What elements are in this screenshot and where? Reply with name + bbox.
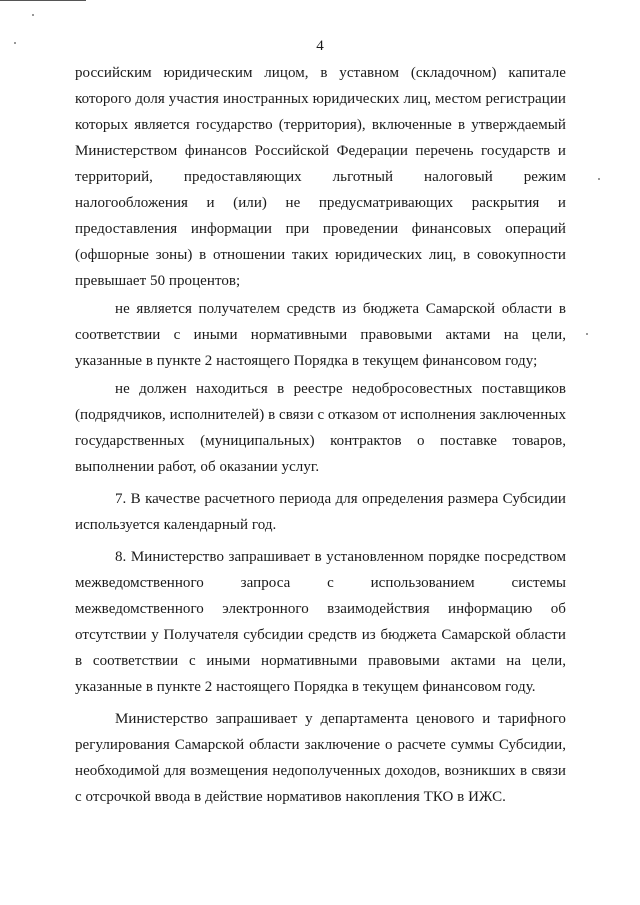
paragraph-budget-condition: не является получателем средств из бюджета Самарской области в соответствии с иными нормативными правовыми актами на цели, указанные в пункте 2 настоящего Порядка в текущем финансовом году;	[75, 301, 566, 369]
scan-speck	[586, 333, 588, 335]
scan-edge-line	[0, 0, 86, 1]
paragraph-item-8: 8. Министерство запрашивает в установленном порядке посредством межведомственного запроса с использованием системы межведомственного электронного взаимодействия информацию об отсутствии у Получателя субсидии средств из бюджета Самарской области в соответствии с иными нормативными правовыми актами на цели, указанные в пункте 2 настоящего Порядка в текущем финансовом году.	[75, 549, 566, 695]
paragraph-registry-condition: не должен находиться в реестре недобросовестных поставщиков (подрядчиков, исполнителей) в связи с отказом от исполнения заключенных государственных (муниципальных) контрактов о поставке товаров, выполнении работ, об оказании услуг.	[75, 381, 566, 475]
paragraph-tariff-request: Министерство запрашивает у департамента ценового и тарифного регулирования Самарской области заключение о расчете суммы Субсидии, необходимой для возмещения недополученных доходов, возникших в связи с отсрочкой ввода в действие нормативов накопления ТКО в ИЖС.	[75, 711, 566, 805]
paragraph-continuation: российским юридическим лицом, в уставном (складочном) капитале которого доля участия иностранных юридических лиц, местом регистрации которых является государство (территория), включенные в утверждаемый Министерством финансов Российской Федерации перечень государств и территорий, предоставляющих льготный налоговый режим налогообложения и (или) не предусматривающих раскрытия и предоставления информации при проведении финансовых операций (офшорные зоны) в отношении таких юридических лиц, в совокупности превышает 50 процентов;	[75, 65, 566, 289]
document-body	[75, 60, 566, 810]
page-number: 4	[316, 38, 324, 54]
scan-speck	[32, 14, 34, 16]
paragraph-item-7: 7. В качестве расчетного периода для определения размера Субсидии используется календарный год.	[75, 491, 566, 533]
scan-speck	[598, 178, 600, 180]
